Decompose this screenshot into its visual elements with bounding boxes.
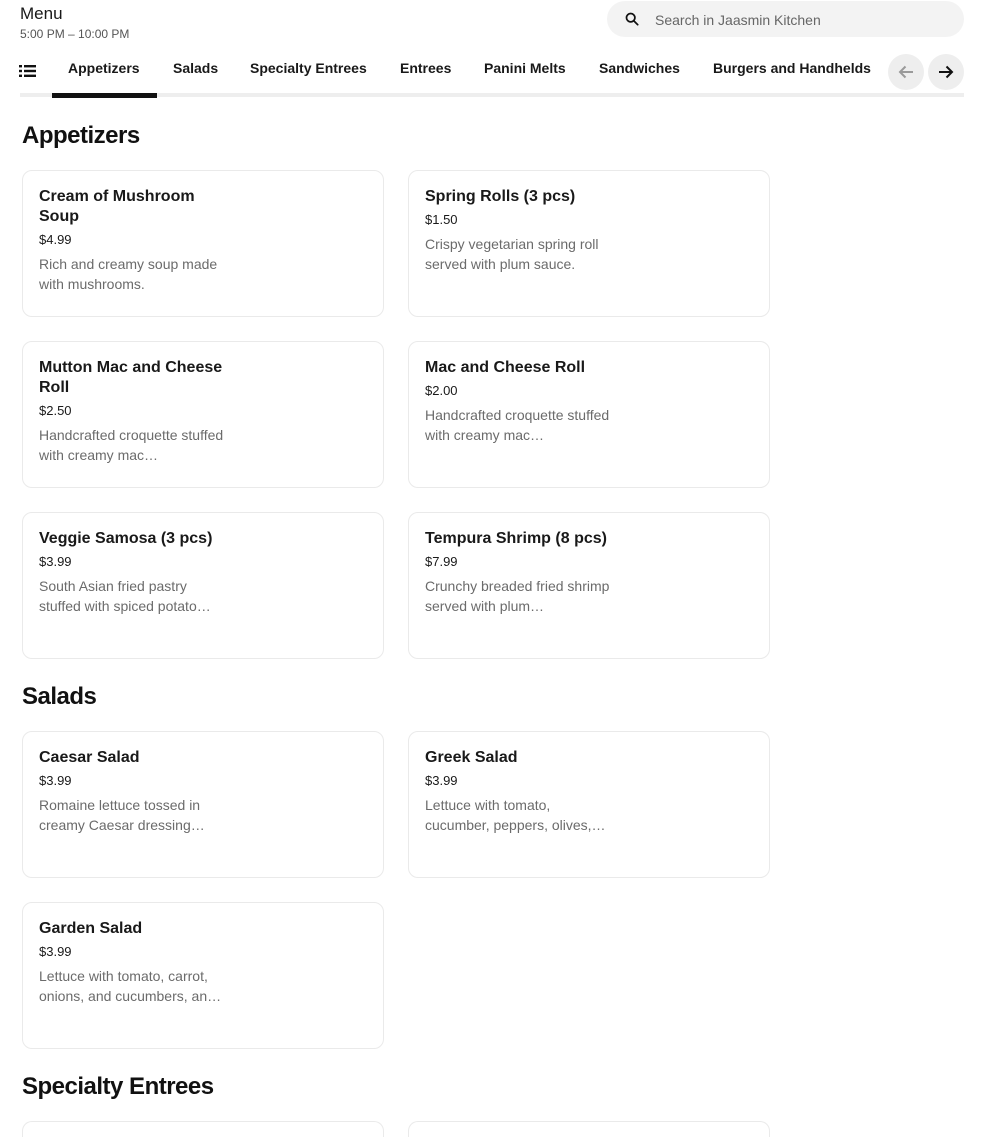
item-name: Caesar Salad [39,749,140,766]
scroll-left-button[interactable] [888,54,924,90]
page-title: Menu [20,4,63,23]
menu-item-card[interactable] [408,512,770,659]
arrow-left-icon [898,65,914,79]
store-hours: 5:00 PM – 10:00 PM [20,27,130,41]
section-title-salads: Salads [22,683,97,710]
menu-item-card[interactable] [408,170,770,317]
item-description: Lettuce with tomato, cucumber, peppers, olives,… [425,797,606,833]
item-description: Handcrafted croquette stuffed with creamy mac… [425,407,610,443]
item-name: Spring Rolls (3 pcs) [425,188,576,205]
search-input[interactable] [653,1,947,39]
item-price: $4.99 [39,232,72,247]
search-bar[interactable] [607,1,964,37]
item-price: $1.50 [425,212,458,227]
item-price: $3.99 [39,944,72,959]
menu-item-card[interactable] [22,902,384,1049]
list-icon[interactable] [19,64,37,78]
menu-item-card[interactable] [22,341,384,488]
tab-sandwiches[interactable]: Sandwiches [599,60,680,76]
item-description: Romaine lettuce tossed in creamy Caesar dressing… [39,797,205,833]
item-price: $7.99 [425,554,458,569]
tab-panini-melts[interactable]: Panini Melts [484,60,566,76]
menu-item-card[interactable] [408,341,770,488]
item-description: Crispy vegetarian spring roll served with plum sauce. [425,236,599,272]
tab-entrees[interactable]: Entrees [400,60,452,76]
search-icon [625,12,639,26]
item-name: Garden Salad [39,920,143,937]
menu-item-card[interactable] [22,170,384,317]
item-description: South Asian fried pastry stuffed with spiced potato… [39,578,211,614]
item-price: $2.00 [425,383,458,398]
item-name: Cream of Mushroom Soup [39,188,195,225]
menu-item-card[interactable] [408,1121,770,1137]
item-name: Veggie Samosa (3 pcs) [39,530,213,547]
arrow-right-icon [938,65,954,79]
menu-item-card[interactable] [408,731,770,878]
item-name: Tempura Shrimp (8 pcs) [425,530,607,547]
item-price: $3.99 [425,773,458,788]
item-name: Mutton Mac and Cheese Roll [39,359,223,396]
nav-divider [20,93,964,97]
item-description: Rich and creamy soup made with mushrooms. [39,256,218,292]
item-name: Greek Salad [425,749,518,766]
menu-item-card[interactable] [22,731,384,878]
item-name: Mac and Cheese Roll [425,359,586,376]
menu-item-card[interactable] [22,512,384,659]
category-nav [0,50,984,100]
section-title-appetizers: Appetizers [22,122,140,149]
active-tab-indicator [52,93,157,98]
item-description: Lettuce with tomato, carrot, onions, and cucumbers, an… [39,968,222,1004]
item-description: Crunchy breaded fried shrimp served with plum… [425,578,610,614]
tab-appetizers[interactable]: Appetizers [68,60,140,76]
item-description: Handcrafted croquette stuffed with creamy mac… [39,427,224,463]
tab-burgers-and-handhelds[interactable]: Burgers and Handhelds [713,60,871,76]
section-title-specialty-entrees: Specialty Entrees [22,1073,214,1100]
item-price: $3.99 [39,554,72,569]
menu-item-card[interactable] [22,1121,384,1137]
tab-salads[interactable]: Salads [173,60,219,76]
tab-specialty-entrees[interactable]: Specialty Entrees [250,60,367,76]
item-price: $2.50 [39,403,72,418]
item-price: $3.99 [39,773,72,788]
scroll-right-button[interactable] [928,54,964,90]
